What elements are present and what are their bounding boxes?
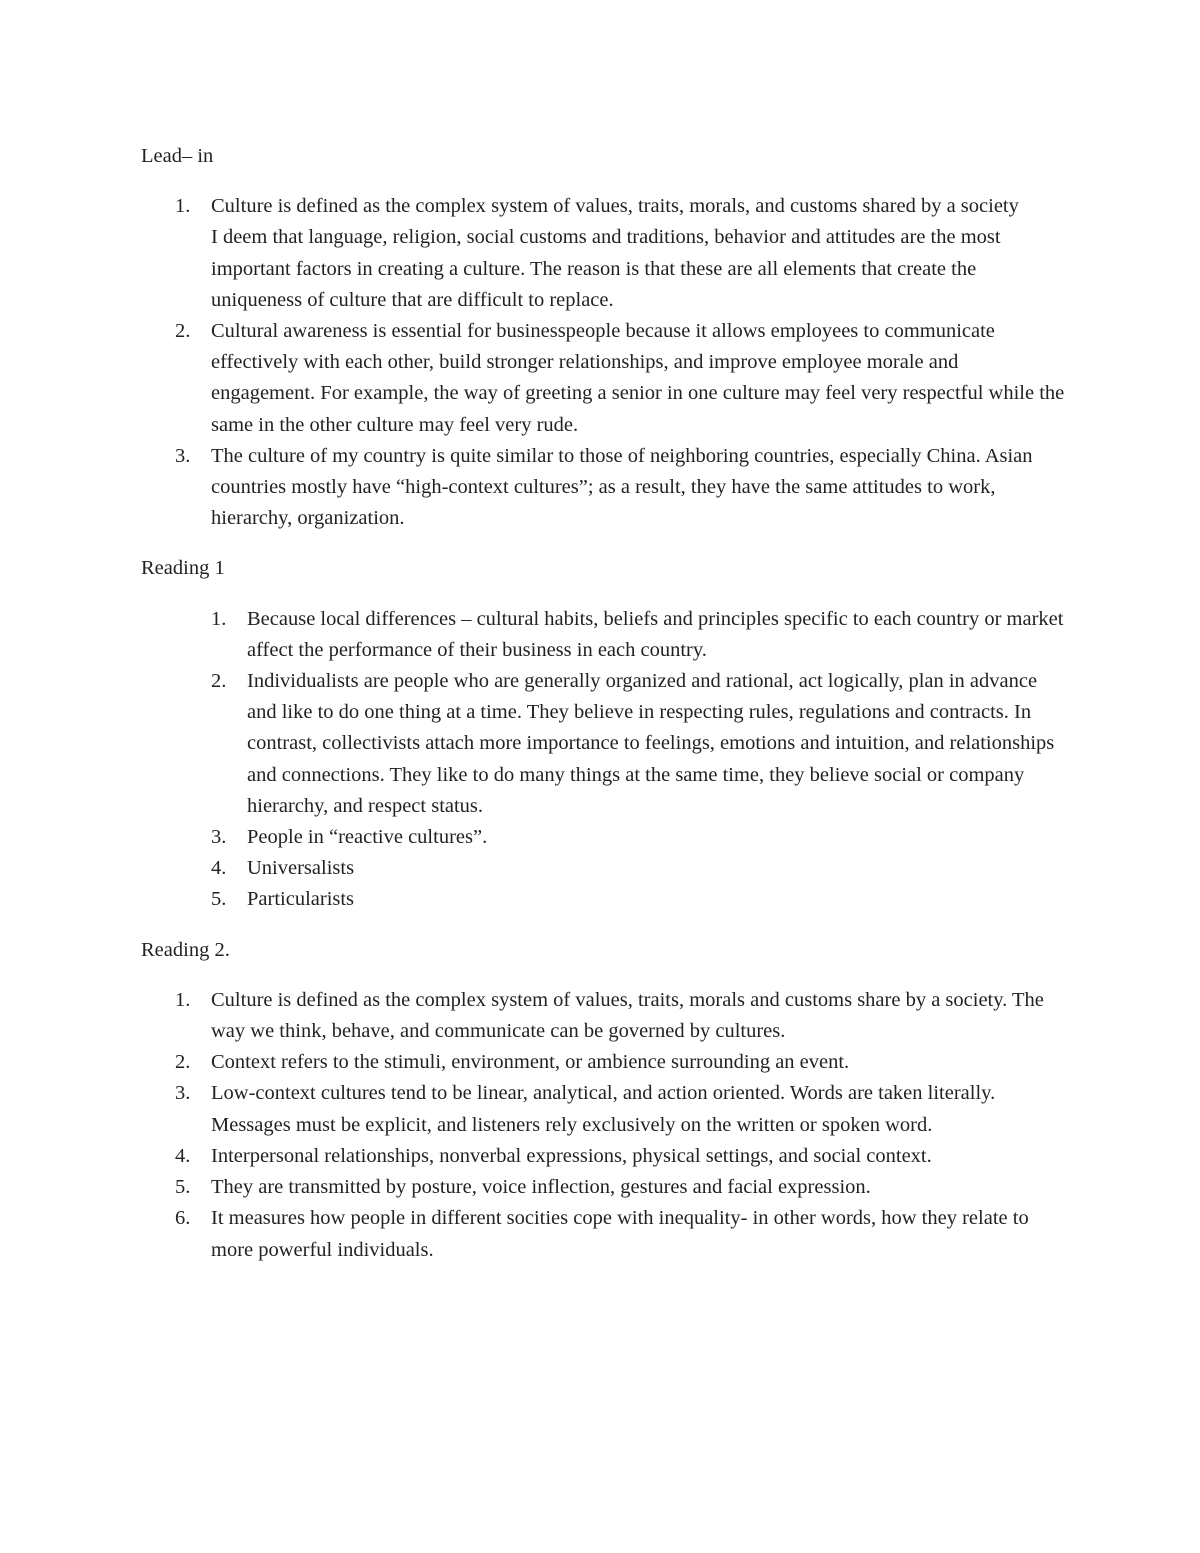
list-item — [141, 1172, 1066, 1203]
item-number: 1. — [211, 607, 227, 630]
section-lead-in — [141, 141, 1066, 534]
item-text: Culture is defined as the complex system of values, traits, morals, and customs shared by a society — [211, 195, 1019, 218]
item-text: Context refers to the stimuli, environment, or ambience surrounding an event. — [211, 1051, 850, 1074]
list-item — [141, 191, 1066, 316]
reading-1-list — [141, 604, 1066, 916]
section-heading: Lead– in — [141, 145, 214, 167]
list-item — [141, 985, 1066, 1047]
item-number: 2. — [175, 1051, 191, 1074]
item-text: Low-context cultures tend to be linear, analytical, and action oriented. Words are taken literally. Messages must be explicit, and listeners rely exclusively on the written or spoken word. — [211, 1082, 996, 1136]
item-number: 4. — [211, 857, 227, 880]
item-text: Because local differences – cultural habits, beliefs and principles specific to each country or market affect the performance of their business in each country. — [247, 607, 1064, 661]
item-continuation: I deem that language, religion, social customs and traditions, behavior and attitudes are the most important factors in creating a culture. The reason is that these are all elements that create the uniqueness of culture that are difficult to replace. — [211, 226, 1001, 311]
item-number: 5. — [175, 1176, 191, 1199]
item-number: 3. — [211, 826, 227, 849]
item-text: Particularists — [247, 888, 355, 911]
reading-2-list — [141, 985, 1066, 1266]
item-text: Interpersonal relationships, nonverbal expressions, physical settings, and social context. — [211, 1144, 932, 1167]
item-number: 2. — [175, 320, 191, 343]
list-item — [141, 441, 1066, 535]
item-text: The culture of my country is quite similar to those of neighboring countries, especially China. Asian countries mostly have “high-context cultures”; as a result, they have the same attitudes to work, hierarchy, organization. — [211, 444, 1033, 530]
item-text: It measures how people in different socities cope with inequality- in other words, how they relate to more powerful individuals. — [211, 1207, 1029, 1261]
list-item — [141, 604, 1066, 666]
lead-in-list — [141, 191, 1066, 534]
list-item — [141, 316, 1066, 441]
item-number: 1. — [175, 195, 191, 218]
section-reading-2 — [141, 935, 1066, 1266]
document-body — [141, 141, 1066, 1285]
section-heading: Reading 1 — [141, 557, 225, 580]
list-item — [141, 853, 1066, 884]
section-reading-1 — [141, 553, 1066, 915]
item-number: 2. — [211, 670, 227, 693]
item-number: 4. — [175, 1144, 191, 1167]
list-item — [141, 666, 1066, 822]
list-item — [141, 884, 1066, 915]
list-item — [141, 822, 1066, 853]
list-item — [141, 1203, 1066, 1265]
list-item — [141, 1141, 1066, 1172]
item-text: They are transmitted by posture, voice inflection, gestures and facial expression. — [211, 1176, 871, 1199]
item-text: Individualists are people who are generally organized and rational, act logically, plan in advance and like to do one thing at a time. They believe in respecting rules, regulations and contracts. In contrast, collectivists attach more importance to feelings, emotions and intuition, and relationships and connections. They like to do many things at the same time, they believe social or company hierarchy, and respect status. — [247, 670, 1055, 817]
item-text: Culture is defined as the complex system of values, traits, morals and customs share by a society. The way we think, behave, and communicate can be governed by cultures. — [211, 988, 1044, 1043]
item-number: 3. — [175, 1082, 191, 1105]
section-heading: Reading 2. — [141, 938, 230, 961]
item-text: Cultural awareness is essential for businesspeople because it allows employees to communicate effectively with each other, build stronger relationships, and improve employee morale and engagement. For example, the way of greeting a senior in one culture may feel very respectful while the same in the other culture may feel very rude. — [211, 320, 1065, 436]
list-item — [141, 1078, 1066, 1140]
list-item — [141, 1047, 1066, 1078]
item-text: People in “reactive cultures”. — [247, 826, 488, 849]
item-number: 1. — [175, 988, 191, 1011]
item-number: 5. — [211, 888, 227, 911]
item-text: Universalists — [247, 857, 355, 880]
item-number: 6. — [175, 1207, 191, 1230]
item-number: 3. — [175, 444, 191, 467]
